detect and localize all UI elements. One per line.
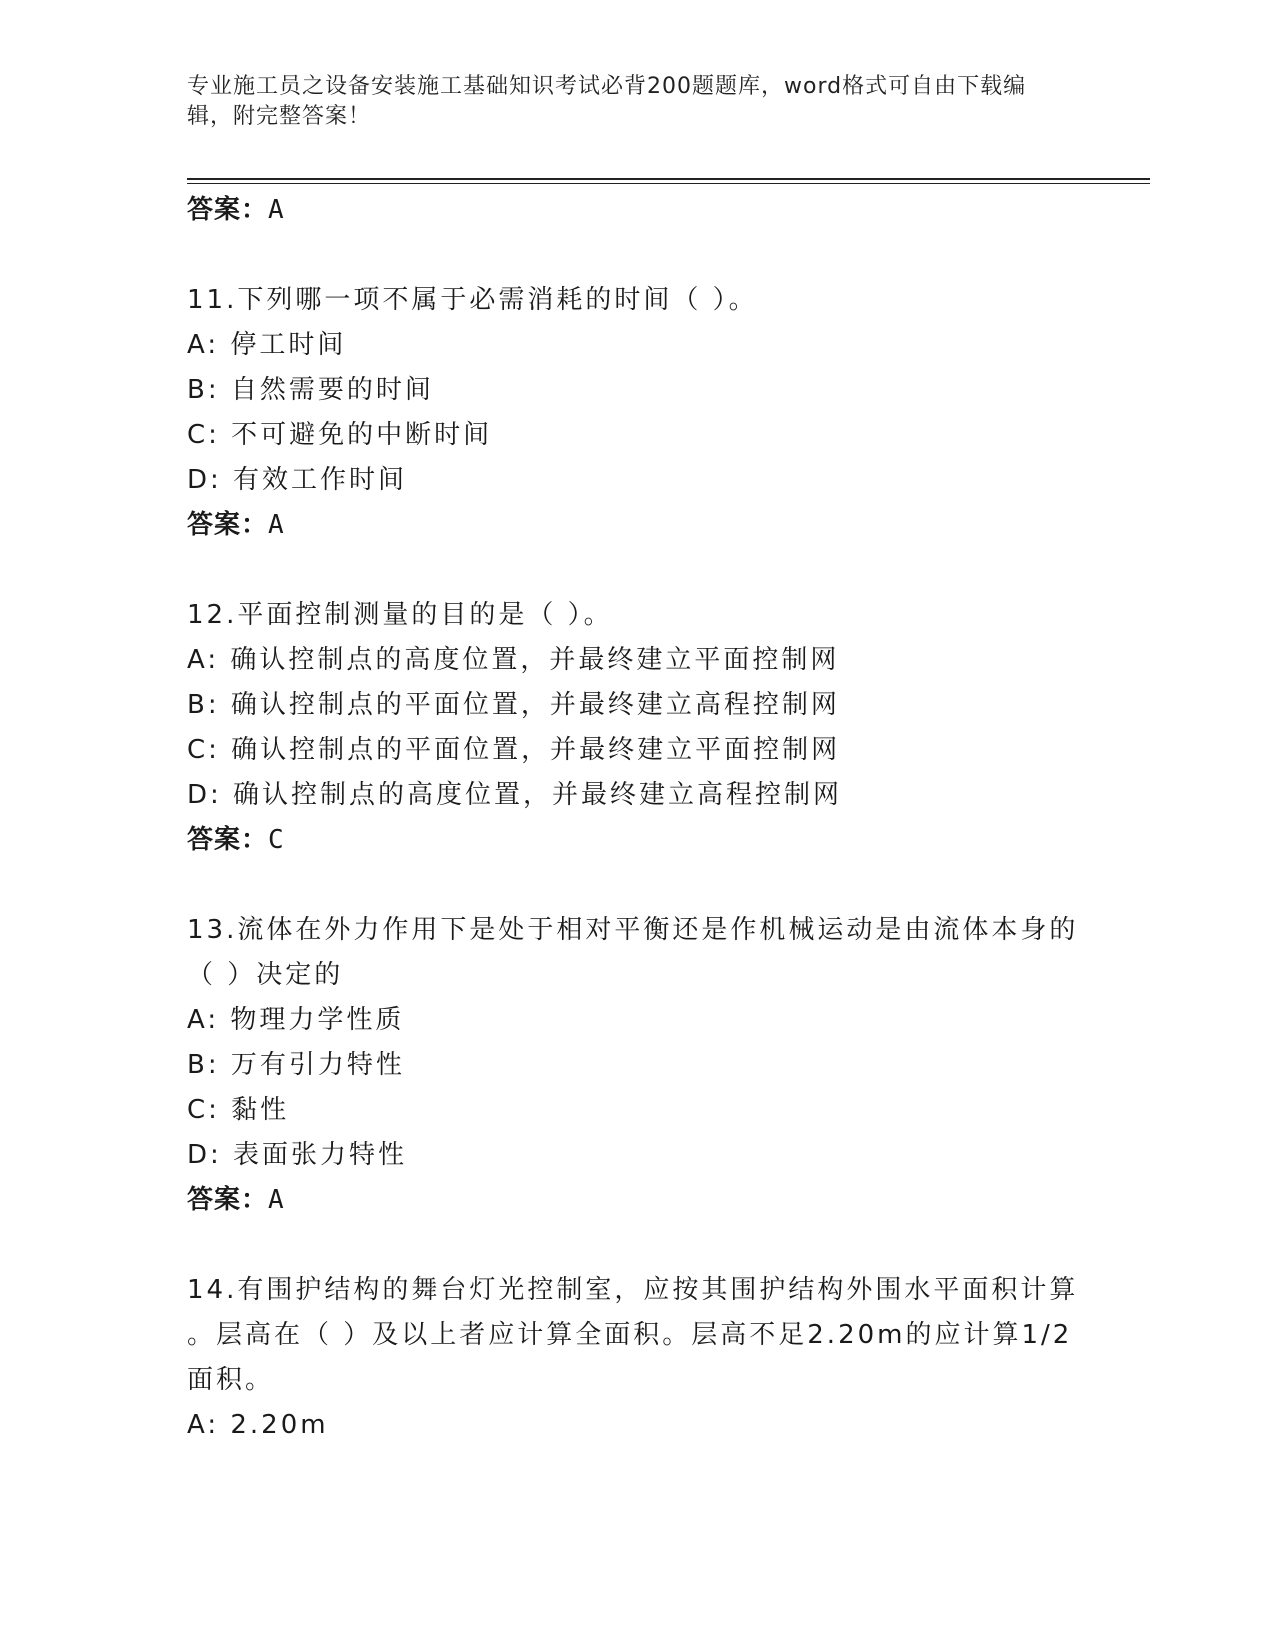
- option-d: D: 有效工作时间: [187, 465, 408, 495]
- option-c: C: 不可避免的中断时间: [187, 420, 493, 450]
- question-12: [187, 593, 1087, 863]
- option-a: A: 2.20m: [187, 1410, 329, 1440]
- question-text-continued: （ ）决定的: [187, 960, 344, 990]
- option-c: C: 黏性: [187, 1095, 290, 1125]
- question-text-continued: 。层高在（ ）及以上者应计算全面积。层高不足2.20m的应计算1/2: [187, 1320, 1073, 1350]
- option-a: A: 确认控制点的高度位置，并最终建立平面控制网: [187, 645, 840, 675]
- document-header: 专业施工员之设备安装施工基础知识考试必背200题题库，word格式可自由下载编辑，附完整答案！: [187, 74, 1027, 129]
- answer-line: 答案：A: [187, 195, 285, 225]
- question-text: 13.流体在外力作用下是处于相对平衡还是作机械运动是由流体本身的: [187, 915, 1079, 945]
- answer-line: 答案：A: [187, 510, 285, 540]
- option-a: A: 停工时间: [187, 330, 347, 360]
- header-rule-thin: [187, 183, 1150, 184]
- question-14: [187, 1268, 1087, 1448]
- option-c: C: 确认控制点的平面位置，并最终建立平面控制网: [187, 735, 841, 765]
- question-text: 14.有围护结构的舞台灯光控制室，应按其围护结构外围水平面积计算: [187, 1275, 1079, 1305]
- option-b: B: 确认控制点的平面位置，并最终建立高程控制网: [187, 690, 840, 720]
- question-list: [187, 188, 1087, 1448]
- option-a: A: 物理力学性质: [187, 1005, 405, 1035]
- question-text: 11.下列哪一项不属于必需消耗的时间（ ）。: [187, 285, 758, 315]
- header-rule-thick: [187, 178, 1150, 180]
- question-text-continued: 面积。: [187, 1365, 275, 1395]
- option-b: B: 自然需要的时间: [187, 375, 434, 405]
- option-b: B: 万有引力特性: [187, 1050, 405, 1080]
- question-13: [187, 908, 1087, 1223]
- option-d: D: 确认控制点的高度位置，并最终建立高程控制网: [187, 780, 843, 810]
- answer-line: 答案：C: [187, 825, 285, 855]
- option-d: D: 表面张力特性: [187, 1140, 408, 1170]
- answer-line: 答案：A: [187, 1185, 285, 1215]
- question-11: [187, 278, 1087, 548]
- question-text: 12.平面控制测量的目的是（ ）。: [187, 600, 613, 630]
